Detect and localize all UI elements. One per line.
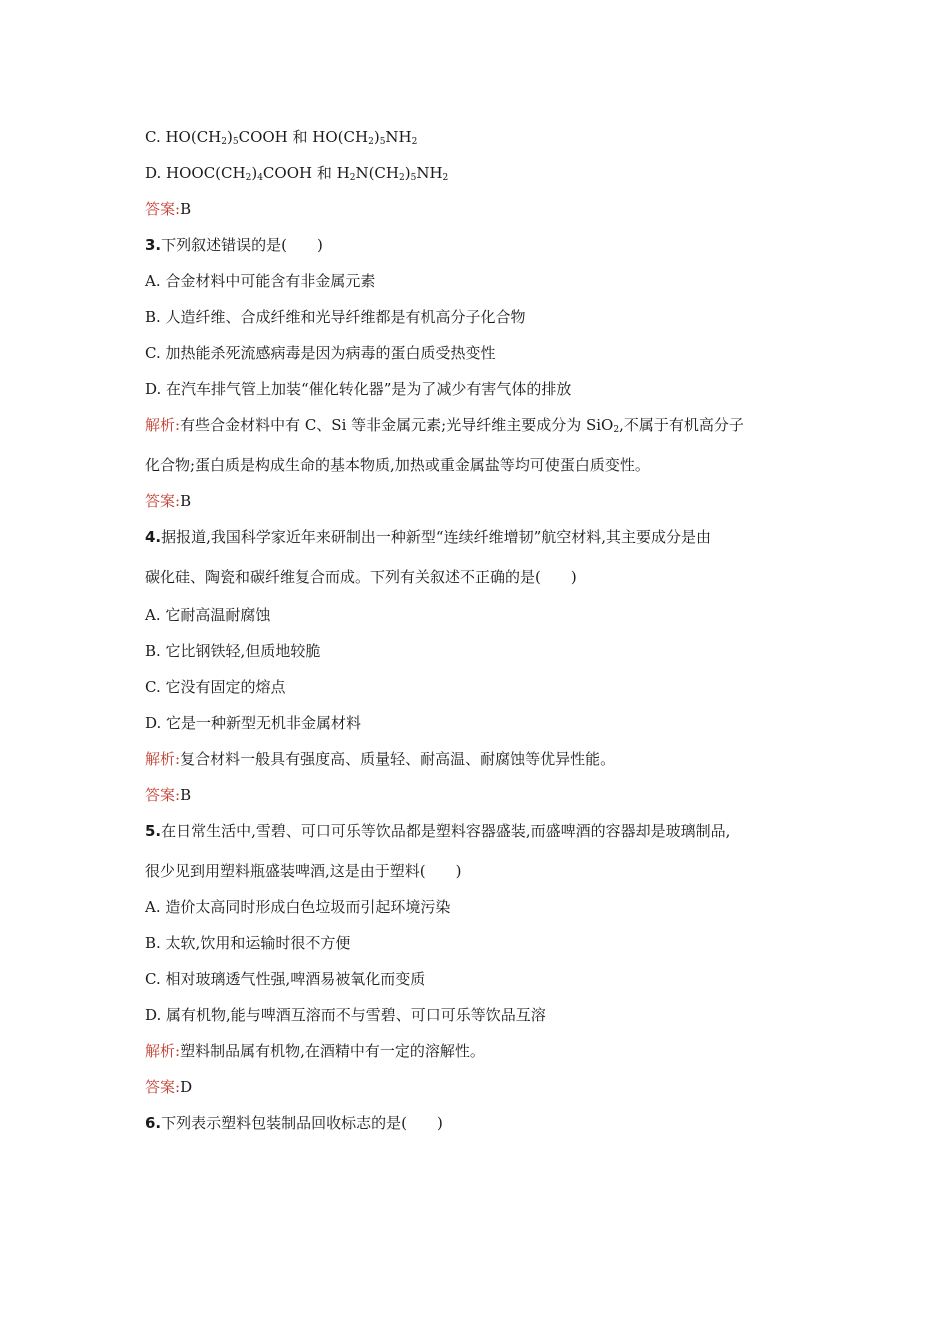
q5-stem-line2: 很少见到用塑料瓶盛装啤酒,这是由于塑料( ) bbox=[145, 862, 462, 880]
q4-option-b: B. 它比钢铁轻,但质地较脆 bbox=[145, 642, 321, 660]
answer-label: 答案: bbox=[145, 492, 181, 510]
q3-option-c: C. 加热能杀死流感病毒是因为病毒的蛋白质受热变性 bbox=[145, 344, 496, 362]
q5-stem-line1: 5.在日常生活中,雪碧、可口可乐等饮品都是塑料容器盛装,而盛啤酒的容器却是玻璃制品, bbox=[145, 822, 731, 840]
q4-option-a: A. 它耐高温耐腐蚀 bbox=[145, 606, 271, 624]
q3-analysis-line2: 化合物;蛋白质是构成生命的基本物质,加热或重金属盐等均可使蛋白质变性。 bbox=[145, 456, 650, 474]
q3-option-d: D. 在汽车排气管上加装“催化转化器”是为了减少有害气体的排放 bbox=[145, 380, 572, 398]
answer-value: B bbox=[180, 786, 192, 804]
q3-option-a: A. 合金材料中可能含有非金属元素 bbox=[145, 272, 376, 290]
q6-stem: 6.下列表示塑料包装制品回收标志的是( ) bbox=[145, 1114, 443, 1132]
q5-answer bbox=[145, 1077, 192, 1097]
answer-value: B bbox=[180, 200, 192, 218]
q4-answer bbox=[145, 785, 191, 805]
answer-value: D bbox=[180, 1078, 193, 1096]
q2-option-c: C. $HO(CH_2)_5COOH$ 和 $HO(CH_2)_5NH_2$ bbox=[145, 128, 418, 147]
q4-analysis: 解析:复合材料一般具有强度高、质量轻、耐高温、耐腐蚀等优异性能。 bbox=[145, 750, 616, 768]
q2-answer bbox=[145, 199, 191, 219]
answer-label: 答案: bbox=[145, 200, 181, 218]
answer-label: 答案: bbox=[145, 1078, 181, 1096]
answer-value: B bbox=[180, 492, 192, 510]
analysis-label: 解析: bbox=[145, 416, 181, 434]
q5-analysis: 解析:塑料制品属有机物,在酒精中有一定的溶解性。 bbox=[145, 1042, 485, 1060]
q5-option-c: C. 相对玻璃透气性强,啤酒易被氧化而变质 bbox=[145, 970, 426, 988]
q4-option-c: C. 它没有固定的熔点 bbox=[145, 678, 286, 696]
q3-option-b: B. 人造纤维、合成纤维和光导纤维都是有机高分子化合物 bbox=[145, 308, 526, 326]
analysis-label: 解析: bbox=[145, 750, 181, 768]
q4-stem-line2: 碳化硅、陶瓷和碳纤维复合而成。下列有关叙述不正确的是( ) bbox=[145, 568, 577, 586]
q3-analysis-line1: 解析:有些合金材料中有 C、Si 等非金属元素;光导纤维主要成分为 SiO$_2$,不属于有机高分子 bbox=[145, 416, 744, 435]
q3-answer bbox=[145, 491, 191, 511]
q4-stem-line1: 4.据报道,我国科学家近年来研制出一种新型“连续纤维增韧”航空材料,其主要成分是由 bbox=[145, 528, 712, 546]
answer-label: 答案: bbox=[145, 786, 181, 804]
q5-option-d: D. 属有机物,能与啤酒互溶而不与雪碧、可口可乐等饮品互溶 bbox=[145, 1006, 546, 1024]
q4-option-d: D. 它是一种新型无机非金属材料 bbox=[145, 714, 362, 732]
q5-option-b: B. 太软,饮用和运输时很不方便 bbox=[145, 934, 351, 952]
q2-option-d: D. $HOOC(CH_2)_4COOH$ 和 $H_2N(CH_2)_5NH_2$ bbox=[145, 164, 449, 183]
analysis-label: 解析: bbox=[145, 1042, 181, 1060]
q5-option-a: A. 造价太高同时形成白色垃圾而引起环境污染 bbox=[145, 898, 451, 916]
q3-stem: 3.下列叙述错误的是( ) bbox=[145, 236, 323, 254]
